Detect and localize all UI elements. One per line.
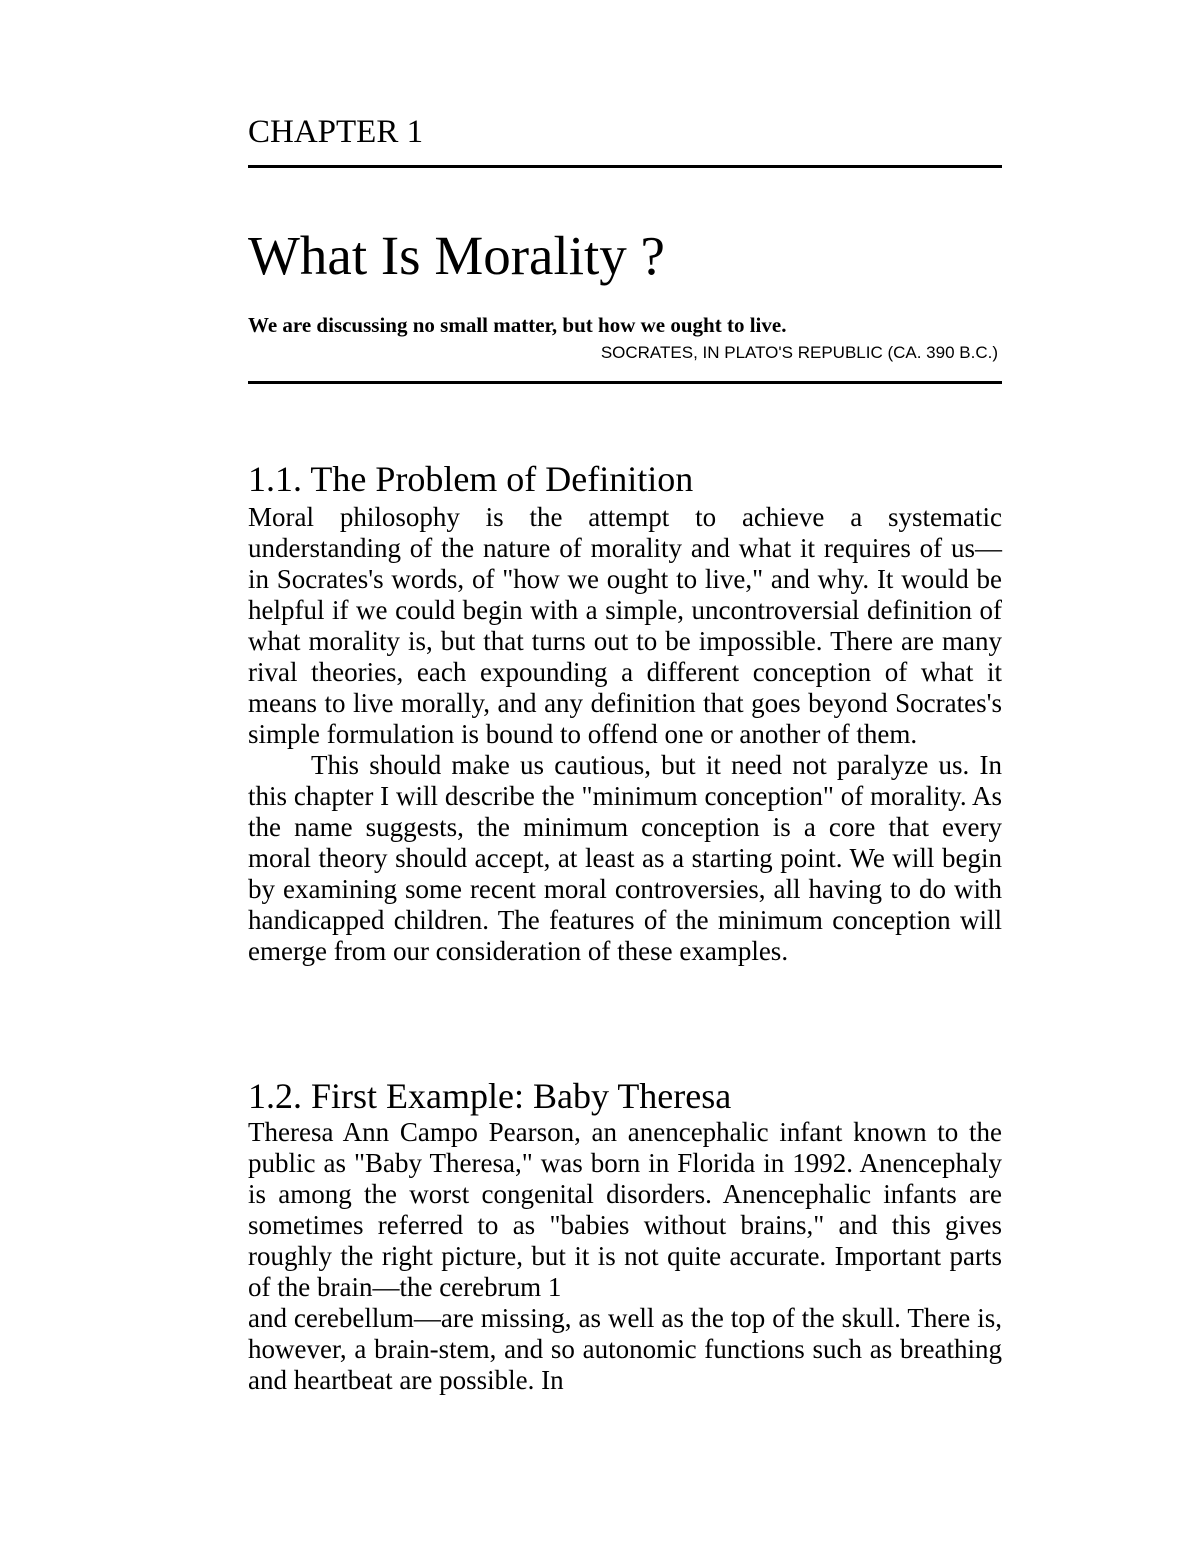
paragraph: This should make us cautious, but it need not paralyze us. In this chapter I will describe the "minimum conception" of morality. As the name suggests, the minimum conception is a core that every moral theory should accept, at least as a starting point. We will begin by examining some recent moral controversies, all having to do with handicapped children. The features of the minimum conception will emerge from our consideration of these examples. (248, 750, 1002, 966)
section-body-baby-theresa (248, 1117, 1002, 1396)
paragraph: Theresa Ann Campo Pearson, an anencephalic infant known to the public as "Baby Theresa," was born in Florida in 1992. Anencephaly is among the worst congenital disorders. Anencephalic infants are sometimes referred to as "babies without brains," and this gives roughly the right picture, but it is not quite accurate. Important parts of the brain—the cerebrum 1 (248, 1117, 1002, 1302)
epigraph-quote: We are discussing no small matter, but how we ought to live. (248, 313, 787, 337)
epigraph-attribution: SOCRATES, IN PLATO'S REPUBLIC (CA. 390 B.C.) (600, 343, 998, 362)
section-body-problem-of-definition (248, 502, 1002, 967)
section-heading-problem-of-definition: 1.1. The Problem of Definition (248, 459, 694, 499)
section-heading-baby-theresa: 1.2. First Example: Baby Theresa (248, 1076, 732, 1116)
chapter-label: CHAPTER 1 (248, 114, 424, 150)
chapter-title: What Is Morality ? (248, 225, 665, 286)
paragraph: and cerebellum—are missing, as well as the top of the skull. There is, however, a brain-stem, and so autonomic functions such as breathing and heartbeat are possible. In (248, 1303, 1002, 1395)
top-divider (248, 165, 1002, 168)
paragraph: Moral philosophy is the attempt to achieve a systematic understanding of the nature of morality and what it requires of us— in Socrates's words, of "how we ought to live," and why. It would be helpful if we could begin with a simple, uncontroversial definition of what morality is, but that turns out to be impossible. There are many rival theories, each expounding a different conception of what it means to live morally, and any definition that goes beyond Socrates's simple formulation is bound to offend one or another of them. (248, 502, 1002, 749)
bottom-divider (248, 381, 1002, 384)
